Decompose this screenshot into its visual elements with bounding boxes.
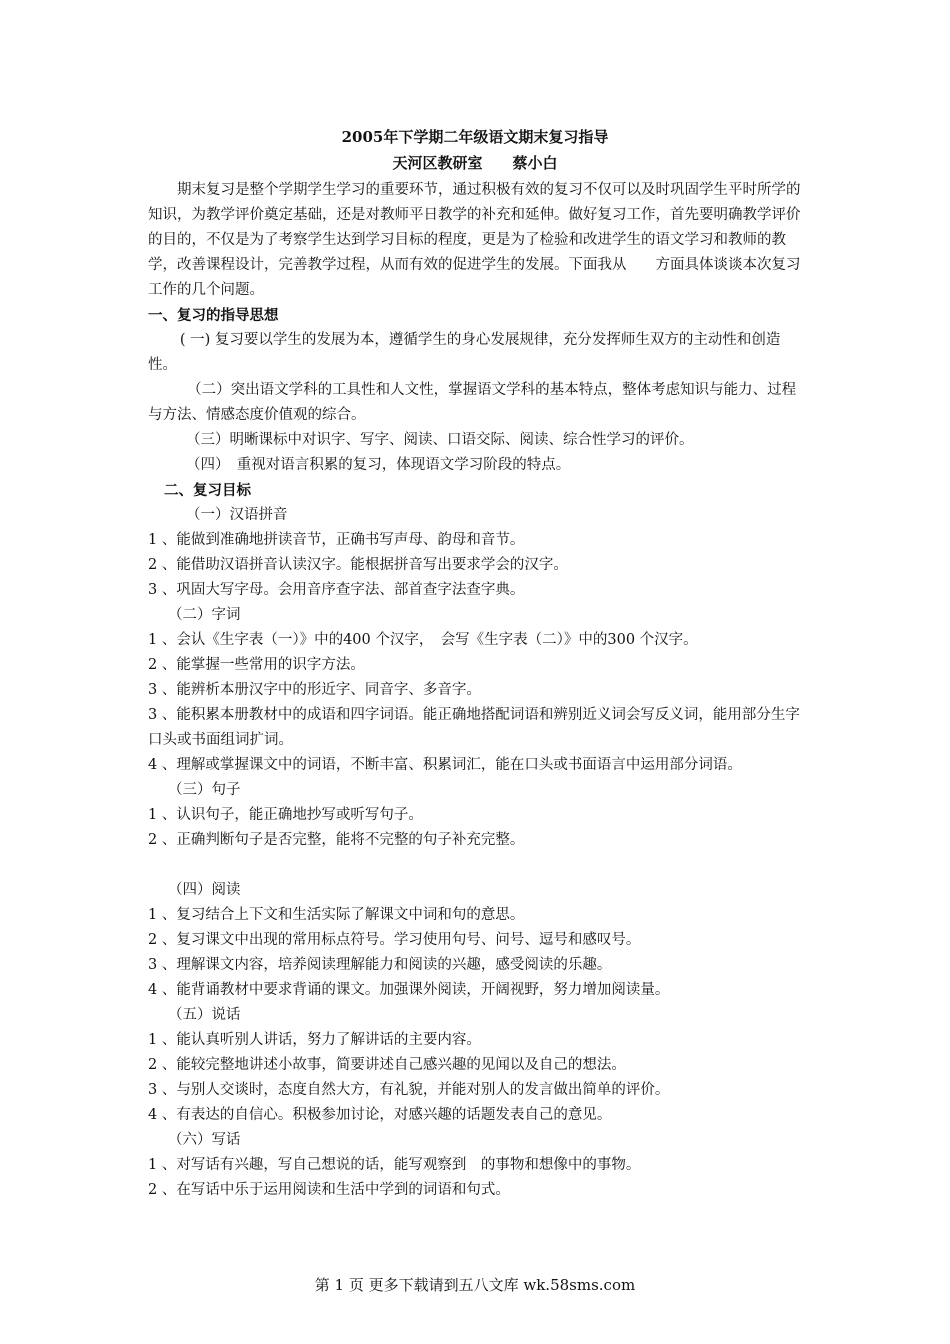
goal-item: 3 、能积累本册教材中的成语和四字词语。能正确地搭配词语和辨别近义词会写反义词，能用部分生字口头或书面组词扩词。	[148, 707, 800, 748]
author-org: 天河区教研室	[392, 154, 483, 172]
goal-group-title: （四）阅读	[168, 882, 241, 898]
document-body	[148, 178, 804, 1203]
goal-item: 2 、能掌握一些常用的识字方法。	[148, 657, 365, 673]
document-title: 2005年下学期二年级语文期末复习指导	[341, 128, 609, 146]
goal-group-title: （三）句子	[168, 782, 241, 798]
goal-item: 1 、能做到准确地拼读音节，正确书写声母、韵母和音节。	[148, 532, 525, 548]
goal-group-title: （六）写话	[168, 1132, 241, 1148]
goal-item: 1 、复习结合上下文和生活实际了解课文中词和句的意思。	[148, 907, 525, 923]
intro-paragraph: 期末复习是整个学期学生学习的重要环节，通过积极有效的复习不仅可以及时巩固学生平时所学的知识，为教学评价奠定基础，还是对教师平日教学的补充和延伸。做好复习工作，首先要明确教学评价的目的，不仅是为了考察学生达到学习目标的程度，更是为了检验和改进学生的语文学习和教师的教学，改善课程设计，完善教学过程，从而有效的促进学生的发展。下面我从 方面具体谈谈本次复习工作的几个问题。	[148, 182, 801, 298]
goal-group-title: （二）字词	[168, 607, 241, 623]
goal-item: 1 、认识句子，能正确地抄写或听写句子。	[148, 807, 423, 823]
author-name: 蔡小白	[512, 154, 558, 172]
goal-item: 2 、复习课文中出现的常用标点符号。学习使用句号、问号、逗号和感叹号。	[148, 932, 641, 948]
page-footer: 第 1 页 更多下载请到五八文库 wk.58sms.com	[314, 1276, 636, 1294]
goal-item: 4 、理解或掌握课文中的词语，不断丰富、积累词汇，能在口头或书面语言中运用部分词语。	[148, 757, 742, 773]
goal-item: 1 、能认真听别人讲话，努力了解讲话的主要内容。	[148, 1032, 481, 1048]
goal-item: 2 、正确判断句子是否完整，能将不完整的句子补充完整。	[148, 832, 525, 848]
goal-item: 3 、巩固大写字母。会用音序查字法、部首查字法查字典。	[148, 582, 525, 598]
goal-item: 3 、与别人交谈时，态度自然大方，有礼貌，并能对别人的发言做出简单的评价。	[148, 1082, 670, 1098]
goal-item: 2 、在写话中乐于运用阅读和生活中学到的词语和句式。	[148, 1182, 510, 1198]
section-heading-guiding: 一、复习的指导思想	[148, 307, 279, 324]
guiding-item: ( 一) 复习要以学生的发展为本，遵循学生的身心发展规律，充分发挥师生双方的主动性和创造性。	[148, 332, 781, 373]
author-line	[0, 153, 950, 173]
guiding-item: （二）突出语文学科的工具性和人文性，掌握语文学科的基本特点，整体考虑知识与能力、过程与方法、情感态度价值观的综合。	[148, 382, 797, 423]
goal-item: 2 、能较完整地讲述小故事，简要讲述自己感兴趣的见闻以及自己的想法。	[148, 1057, 626, 1073]
blank-line	[148, 853, 804, 878]
section-heading-goals: 二、复习目标	[164, 482, 251, 499]
goal-item: 4 、能背诵教材中要求背诵的课文。加强课外阅读，开阔视野，努力增加阅读量。	[148, 982, 670, 998]
goal-item: 3 、能辨析本册汉字中的形近字、同音字、多音字。	[148, 682, 481, 698]
goal-item: 1 、对写话有兴趣，写自己想说的话，能写观察到 的事物和想像中的事物。	[148, 1157, 641, 1173]
goal-item: 3 、理解课文内容，培养阅读理解能力和阅读的兴趣，感受阅读的乐趣。	[148, 957, 612, 973]
goal-item: 4 、有表达的自信心。积极参加讨论，对感兴趣的话题发表自己的意见。	[148, 1107, 612, 1123]
guiding-item: （四） 重视对语言积累的复习，体现语文学习阶段的特点。	[186, 457, 571, 473]
guiding-item: （三）明晰课标中对识字、写字、阅读、口语交际、阅读、综合性学习的评价。	[186, 432, 694, 448]
goal-item: 1 、会认《生字表（一）》中的400 个汉字， 会写《生字表（二）》中的300 个汉字。	[148, 632, 698, 648]
goal-item: 2 、能借助汉语拼音认读汉字。能根据拼音写出要求学会的汉字。	[148, 557, 568, 573]
goal-group-title: （五）说话	[168, 1007, 241, 1023]
goal-group-title: （一）汉语拼音	[186, 507, 288, 523]
